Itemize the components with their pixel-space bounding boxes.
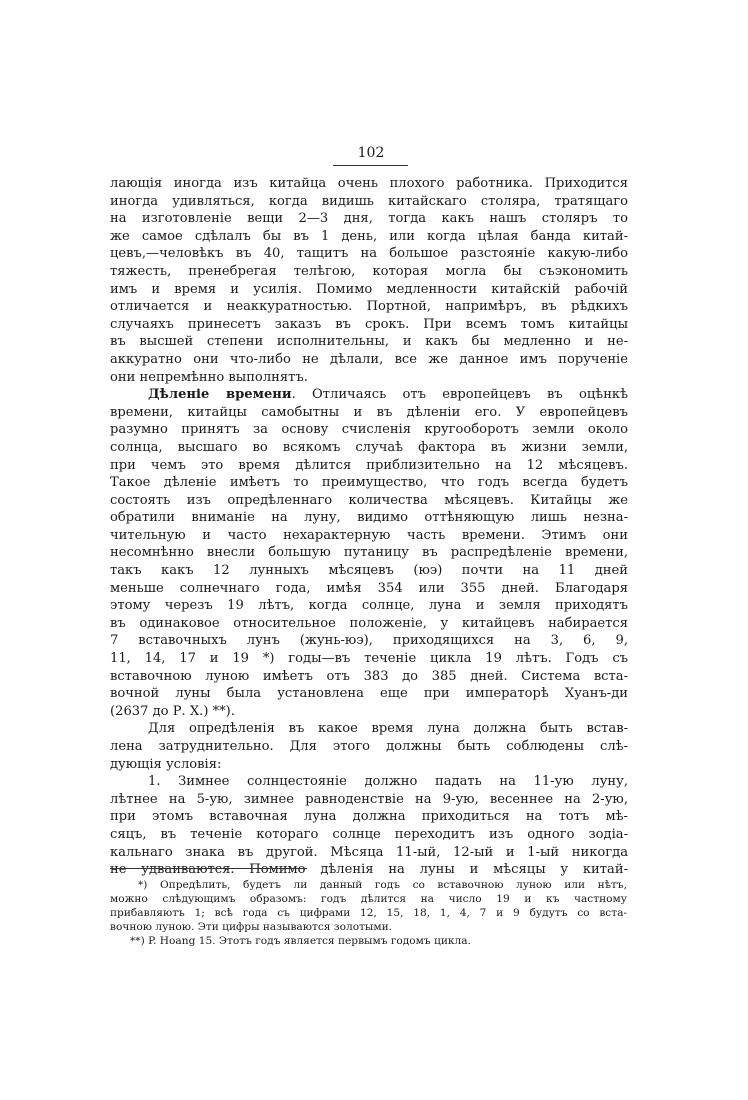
text-line: Такое дѣленіе имѣетъ то преимущество, что годъ всегда будетъ [110,475,628,491]
page-number: 102 [357,145,385,161]
text-line: цевъ,—человѣкъ въ 40, тащитъ на большое разстояніе какую-либо [110,246,628,262]
text-line: лающія иногда изъ китайца очень плохого работника. Приходится [110,176,628,191]
text-line: аккуратно они что-либо не дѣлали, все же данное имъ порученіе [110,351,628,367]
text-line: при этомъ вставочная луна должна приходиться на тотъ мѣ- [110,809,628,825]
text-line: 11, 14, 17 и 19 *) годы—въ теченіе цикла 19 лѣтъ. Годъ съ [110,651,628,667]
text-line: не удваиваются. Помимо дѣленія на луны и мѣсяцы у китай- [110,862,628,878]
text-line: же самое сдѣлалъ бы въ 1 день, или когда цѣлая банда китай- [110,228,628,244]
text-line: на изготовленіе вещи 2—3 дня, тогда какъ нашъ столяръ то [110,211,628,227]
text-line: при чемъ это время дѣлится приблизительно на 12 мѣсяцевъ. [110,457,628,473]
paragraph-intercalation [110,720,628,773]
text-line: меньше солнечнаго года, имѣя 354 или 355 дней. Благодаря [110,580,628,596]
text-line: случаяхъ принесетъ заказъ въ срокъ. При всемъ томъ китайцы [110,316,628,332]
footnote-line: можно слѣдующимъ образомъ: годъ дѣлится на число 19 и къ частному [110,893,627,905]
text-line [110,386,628,404]
text-line: этому черезъ 19 лѣтъ, когда солнце, луна и земля приходятъ [110,598,628,614]
text-line: лѣтнее на 5-ую, зимнее равноденствіе на 9-ую, весеннее на 2-ую, [110,791,628,807]
text-line: состоять изъ опредѣленнаго количества мѣсяцевъ. Китайцы же [110,492,628,508]
text-line: 7 вставочныхъ лунъ (жунь-юэ), приходящихся на 3, 6, 9, [110,633,628,649]
text-line: имъ и время и усилія. Помимо медленности китайскій рабочій [110,281,628,297]
footnote-rule [110,868,307,869]
paragraph-work-habits [110,175,628,386]
text-line: обратили вниманіе на луну, видимо оттѣняющую лишь незна- [110,510,628,526]
text-line: такъ какъ 12 лунныхъ мѣсяцевъ (юэ) почти на 11 дней [110,563,628,579]
footnotes [110,878,627,948]
footnote-line: **) P. Hoang 15. Этотъ годъ является первымъ годомъ цикла. [130,935,471,947]
text-line: отличается и неаккуратностью. Портной, напримѣръ, въ рѣдкихъ [110,299,628,315]
footnote-2 [110,934,627,948]
text-line: (2637 до Р. Х.) **). [110,703,235,719]
text-line: въ высшей степени исполнительны, и какъ бы медленно и не- [110,334,628,350]
text-line: лена затруднительно. Для этого должны быть соблюдены слѣ- [110,739,628,754]
text-line: чительную и часто нехарактерную часть времени. Этимъ они [110,527,628,543]
text-span: . Отличаясь отъ европейцевъ въ оцѣнкѣ [291,387,628,403]
text-line: вочной луны была установлена еще при императорѣ Хуанъ-ди [110,686,628,702]
text-line: Для опредѣленія въ какое время луна должна быть встав- [148,721,628,737]
text-line: они непремѣнно выполнятъ. [110,369,308,385]
text-line: сяцъ, въ теченіе котораго солнце переходитъ изъ одного зодіа- [110,826,628,842]
text-line: 1. Зимнее солнцестояніе должно падать на 11-ую луну, [148,774,628,790]
section-heading: Дѣленіе времени [148,387,292,403]
text-line: солнца, высшаго во всякомъ случаѣ фактора въ жизни земли, [110,439,628,455]
paragraph-division-of-time [110,386,628,720]
page-number-rule [333,165,408,166]
text-line: въ одинаковое относительное положеніе, у китайцевъ набирается [110,615,628,631]
text-line: дующія условія: [110,756,222,772]
body-text [110,175,628,879]
text-line: времени, китайцы самобытны и въ дѣленіи его. У европейцевъ [110,404,628,420]
footnote-line: прибавляютъ 1; всѣ года съ цифрами 12, 15, 18, 1, 4, 7 и 9 будутъ со вста- [110,907,627,919]
text-line: разумно принятъ за основу счисленія кругооборотъ земли около [110,422,628,438]
footnote-line: вочною луною. Эти цифры называются золотыми. [110,921,393,933]
text-line: вставочною луною имѣетъ отъ 383 до 385 дней. Система вста- [110,668,628,684]
text-line: несомнѣнно внесли большую путаницу въ распредѣленіе времени, [110,545,628,561]
text-line: кальнаго знака въ другой. Мѣсяца 11-ый, 12-ый и 1-ый никогда [110,844,628,860]
footnote-1 [110,878,627,934]
footnote-line: *) Опредѣлить, будетъ ли данный годъ со вставочною луною или нѣтъ, [138,879,627,891]
paragraph-condition-1 [110,773,628,879]
text-line: иногда удивляться, когда видишь китайскаго столяра, тратящаго [110,193,628,209]
text-line: тяжесть, пренебрегая телѣгою, которая могла бы съэкономить [110,263,628,279]
